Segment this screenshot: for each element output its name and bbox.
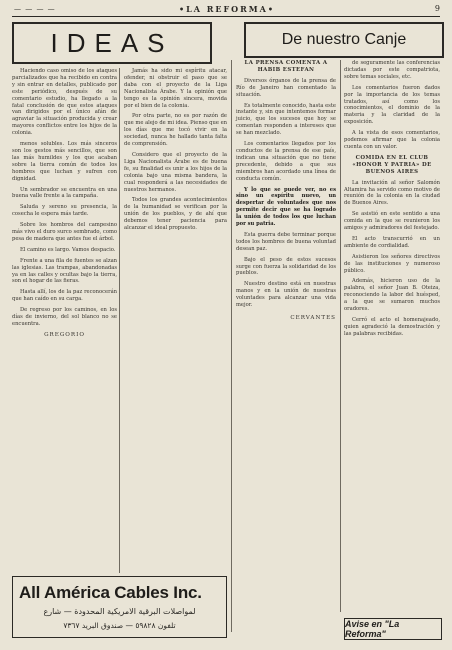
paragraph: Se asistió en este sentido a una comida en la que se reunieron los amigos y admiradores del festejado. <box>344 211 440 232</box>
ad-arabic-contact: تلفون ٥٩٨٢٨ — صندوق البريد ٧٣٦٧ <box>63 621 176 630</box>
paragraph: Un sembrador se encuentra en una buena valle frente a la campaña. <box>12 186 117 200</box>
paragraph: Es totalmente conocido, hasta este instante y, sin que intentemos formar juicio, que los sucesos que hoy se comentan responden a intereses que se han mezclado. <box>236 102 336 137</box>
paragraph: Los comentarios llegados por los conductos de la prensa de ese país, indican una situación que no tiene precedente, debido a que sus miembros han acordado una línea de conducta común. <box>236 141 336 182</box>
ad-brand-name: All América Cables Inc. <box>19 583 202 602</box>
paragraph: Nuestro destino está en nuestras manos y en la unión de nuestras voluntades para alcanzar una vida mejor. <box>236 281 336 309</box>
paragraph: menos solubles. Los más sinceros son los gestos más sencillos, que son las más humildes y los que acaban sobre la tierra común de todos los hombres que luchan y sufren con dignidad. <box>12 141 117 182</box>
paragraph: El camino es largo. Vamos despacio. <box>20 246 116 253</box>
article-column-3 <box>236 60 336 322</box>
paragraph: Todos los grandes acontecimientos de la humanidad se verifican por la unión de los pueblos, y de ahí que debemos tener paciencia para alcanzar el ideal propuesto. <box>124 197 227 232</box>
paragraph: Además, hicieron uso de la palabra, el señor Juan B. Oteiza, reconociendo la labor del huésped, a la que se sumaron muchos oradores. <box>344 278 440 313</box>
cables-advertisement <box>12 576 227 638</box>
column-divider <box>119 68 120 573</box>
ideas-title: IDEAS <box>12 22 212 64</box>
paragraph: De regreso por los caminos, en los días de invierno, del sol blanco no se encuentra. <box>12 307 117 327</box>
paragraph: Bajo el peso de estos sucesos surge con fuerza la solidaridad de los pueblos. <box>236 256 336 277</box>
article-headline: LA PRENSA COMENTA A HABIB ESTEFAN <box>244 60 328 73</box>
masthead: •LA REFORMA• <box>179 4 275 14</box>
paragraph: Hasta allí, los de la paz reconocerán que han caído en su carga. <box>12 289 117 303</box>
paragraph: Asistieron los señores directivos de las instituciones y numeroso público. <box>344 253 440 274</box>
section-divider <box>231 60 232 632</box>
paragraph: Frente a una fila de fuentes se alzan las iglesias. Las trampas, abandonadas ya en las calles y ocultas bajo la tierra, son el hogar de las fieras. <box>12 257 117 285</box>
article-column-4 <box>344 60 440 342</box>
article-column-1 <box>12 68 117 343</box>
paragraph: Jamás ha sido mi espíritu atacar, ofender, ni obstruir el paso que se daba con el proyecto de la Liga Nacionalista Árabe. Y la opinión que tengo es la opinión sincera, movida por el bien de la colonia. <box>124 68 227 109</box>
canje-title: De nuestro Canje <box>244 22 444 58</box>
author-signature: CERVANTES <box>290 315 336 321</box>
paragraph: La invitación al señor Salomón Altamira ha servido como motivo de reunión de la colonia en la ciudad de Buenos Aires. <box>344 179 440 207</box>
paragraph: A la vista de esos comentarios, podemos afirmar que la colonia cuenta con un valor. <box>344 130 440 150</box>
avise-advertisement: Avise en "La Reforma" <box>344 618 442 640</box>
paragraph: El acto transcurrió en un ambiente de cordialidad. <box>344 235 440 249</box>
header-rule <box>12 16 440 17</box>
author-signature: GREGORIO <box>44 331 85 338</box>
paragraph: Esta guerra debe terminar porque todos los hombres de buena voluntad desean paz. <box>236 231 336 252</box>
page-number: 9 <box>434 4 440 13</box>
article-headline: COMIDA EN EL CLUB «HONOR Y PATRIA» DE BUENOS AIRES <box>352 154 432 175</box>
paragraph: Cerró el acto el homenajeado, quien agradeció la demostración y las palabras recibidas. <box>344 317 440 337</box>
issue-date: — — — — <box>14 5 56 13</box>
page-header <box>14 4 440 16</box>
paragraph: Por otra parte, no es por razón de que me alejo de mi idea. Pienso que en los días que me tocó vivir en la sociedad, nunca he hallado tanta falta de comprensión. <box>124 113 227 148</box>
article-column-2 <box>124 68 227 236</box>
paragraph: Considero que el proyecto de la Liga Nacionalista Árabe es de buena fe, su finalidad es unir a los hijos de la colonia bajo una misma bandera, la cual responderá a las necesidades de nuestros hermanos. <box>124 151 227 193</box>
paragraph: Haciendo caso omiso de los ataques parcializados que ha recibido en contra y sin entrar en detalles, publicado por este periódico, después de su comentario estudio, ha llegado a la fatal conclusión de que estos ataques van dirigidos por el único afán de agraviar la situación producida y crear mayores conflictos entre los hijos de la colonia. <box>12 68 117 137</box>
paragraph: Saluda y sereno su presencia, la cosecha le espera más tarde. <box>12 204 117 218</box>
paragraph: Sobre los hombros del campesino más vivo el duro surco sembrado, como pesa de madera que antes fue el árbol. <box>12 222 117 242</box>
paragraph: de seguramente las conferencias dictadas por este compatriota, sobre temas sociales, etc. <box>344 60 440 80</box>
paragraph: Los comentarios fueron dados por la importancia de los temas tratados, así como los conocimientos, el dominio de la materia y la claridad de la exposición. <box>344 84 440 126</box>
paragraph: Diversos órganos de la prensa de Río de Janeiro han comentado la situación. <box>236 77 336 98</box>
ad-arabic-text: لمواصلات البرقية الامريكية المحدودة — شارع <box>43 607 196 616</box>
column-divider <box>340 60 341 612</box>
bold-paragraph: Y lo que se puede ver, no es sino un espíritu nuevo, un despertar de voluntades que nos permite decir que se ha logrado la unión de todos los que luchan por su patria. <box>236 186 336 228</box>
